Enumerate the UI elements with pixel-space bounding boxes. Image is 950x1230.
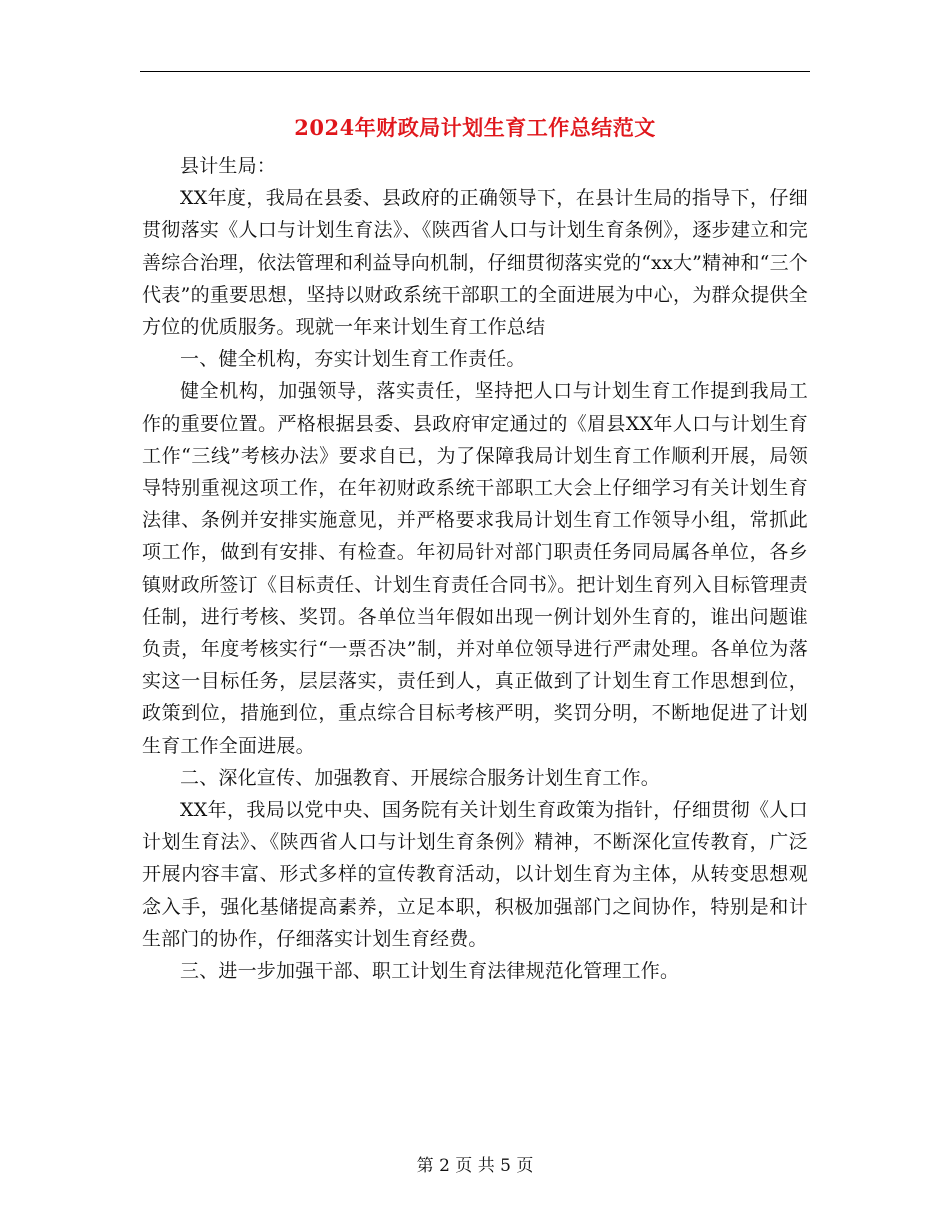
document-body: [142, 150, 808, 987]
header-divider: [140, 71, 810, 72]
section-heading-1: 一、健全机构，夯实计划生育工作责任。: [180, 348, 526, 371]
section-1-paragraph: 健全机构，加强领导，落实责任，坚持把人口与计划生育工作提到我局工作的重要位置。严格根据县委、县政府审定通过的《眉县XX年人口与计划生育工作“三线”考核办法》要求自已，为了保障我局计划生育工作顺利开展，局领导特别重视这项工作，在年初财政系统干部职工大会上仔细学习有关计划生育法律、条例并安排实施意见，并严格要求我局计划生育工作领导小组，常抓此项工作，做到有安排、有检查。年初局针对部门职责任务同局属各单位，各乡镇财政所签订《目标责任、计划生育责任合同书》。把计划生育列入目标管理责任制，进行考核、奖罚。各单位当年假如出现一例计划外生育的，谁出问题谁负责，年度考核实行“一票否决”制，并对单位领导进行严肃处理。各单位为落实这一目标任务，层层落实，责任到人，真正做到了计划生育工作思想到位，政策到位，措施到位，重点综合目标考核严明，奖罚分明，不断地促进了计划生育工作全面进展。: [142, 380, 808, 757]
page-number-footer: 第 2 页 共 5 页: [416, 1156, 534, 1176]
document-title: 2024年财政局计划生育工作总结范文: [294, 115, 656, 140]
section-heading-2: 二、深化宣传、加强教育、开展综合服务计划生育工作。: [180, 766, 661, 789]
section-2-paragraph: XX年，我局以党中央、国务院有关计划生育政策为指针，仔细贯彻《人口计划生育法》、《陕西省人口与计划生育条例》精神，不断深化宣传教育，广泛开展内容丰富、形式多样的宣传教育活动，以计划生育为主体，从转变思想观念入手，强化基储提高素养，立足本职，积极加强部门之间协作，特别是和计生部门的协作，仔细落实计划生育经费。: [142, 799, 808, 950]
section-heading-3: 三、进一步加强干部、职工计划生育法律规范化管理工作。: [180, 960, 680, 983]
intro-paragraph: XX年度，我局在县委、县政府的正确领导下，在县计生局的指导下，仔细贯彻落实《人口与计划生育法》、《陕西省人口与计划生育条例》，逐步建立和完善综合治理，依法管理和利益导向机制，仔细贯彻落实党的“xx大”精神和“三个代表”的重要思想，坚持以财政系统干部职工的全面进展为中心，为群众提供全方位的优质服务。现就一年来计划生育工作总结: [142, 187, 808, 339]
salutation: 县计生局：: [180, 155, 277, 177]
